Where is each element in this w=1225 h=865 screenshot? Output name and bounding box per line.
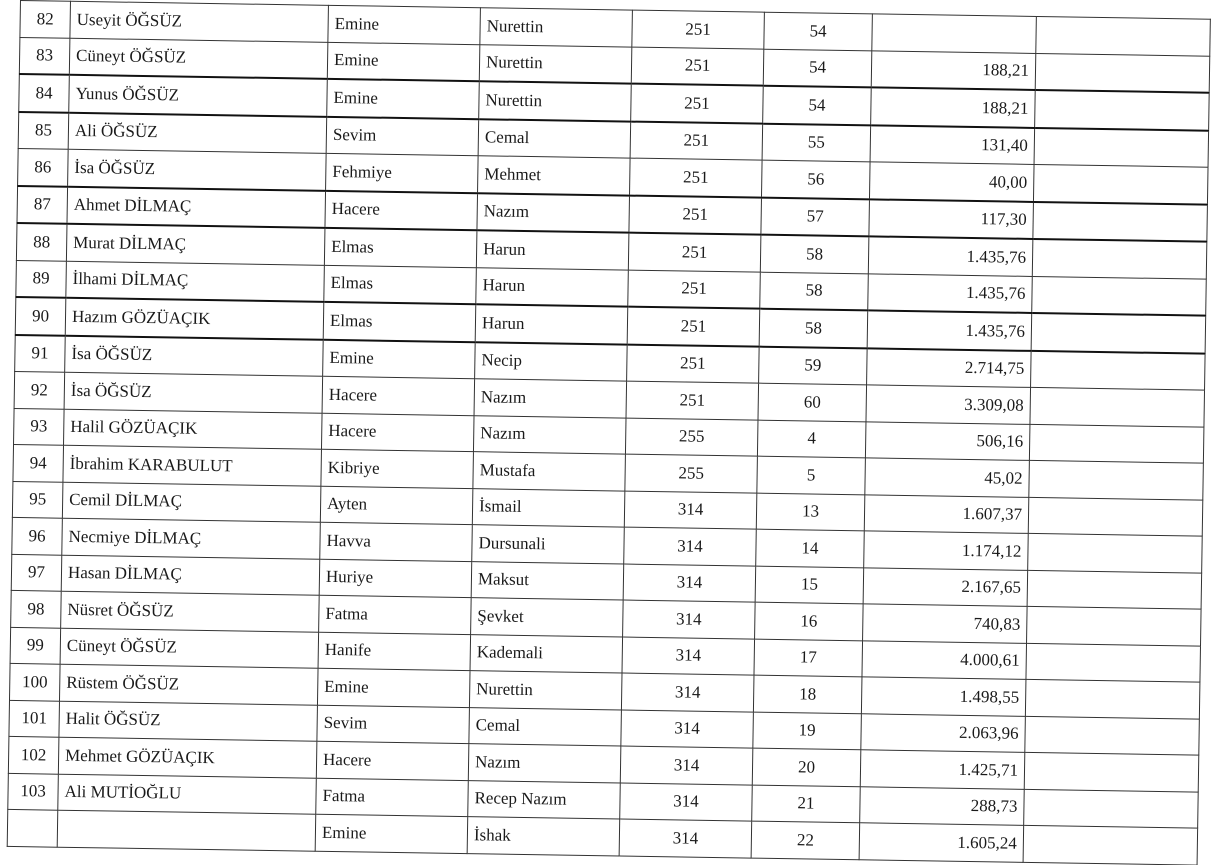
empty-cell — [1029, 460, 1204, 499]
empty-cell — [1034, 127, 1209, 167]
father-name: Nazım — [477, 193, 630, 233]
area-value: 2.167,65 — [863, 567, 1028, 606]
mother-name: Emine — [317, 668, 470, 707]
mother-name: Hanife — [318, 632, 471, 671]
father-name: Cemal — [478, 119, 631, 158]
father-name: Nazım — [468, 744, 621, 783]
row-number: 102 — [8, 736, 59, 773]
empty-cell — [1033, 201, 1208, 241]
father-name: Nurettin — [480, 8, 633, 47]
mother-name: Havva — [320, 522, 473, 561]
row-number: 84 — [19, 74, 70, 112]
father-name: Harun — [476, 230, 629, 269]
mother-name: Hacere — [321, 413, 474, 452]
block-number: 314 — [619, 819, 752, 858]
row-number: 90 — [15, 297, 66, 335]
row-number: 95 — [12, 481, 63, 518]
area-value: 40,00 — [869, 162, 1034, 202]
mother-name: Elmas — [324, 265, 477, 304]
parcel-number: 19 — [753, 712, 862, 750]
mother-name: Emine — [315, 814, 468, 853]
area-value: 131,40 — [870, 125, 1035, 165]
block-number: 314 — [623, 600, 756, 639]
person-name: İsa ÖĞSÜZ — [64, 372, 323, 413]
person-name: Cüneyt ÖĞSÜZ — [69, 38, 328, 79]
empty-cell — [1028, 533, 1203, 572]
row-number: 91 — [15, 334, 66, 372]
block-number: 314 — [620, 783, 753, 822]
area-value: 1.435,76 — [868, 236, 1033, 276]
heirs-table — [7, 0, 1211, 865]
row-number: 88 — [16, 223, 67, 261]
block-number: 251 — [626, 381, 759, 420]
empty-cell — [1029, 424, 1204, 463]
parcel-number: 56 — [761, 160, 870, 199]
parcel-number: 17 — [754, 639, 863, 677]
row-number: 92 — [14, 371, 65, 408]
person-name: İsa ÖĞSÜZ — [65, 335, 324, 376]
block-number: 314 — [621, 710, 754, 749]
row-number: 99 — [10, 627, 61, 664]
father-name: Şevket — [471, 598, 624, 637]
mother-name: Fatma — [319, 595, 472, 634]
row-number: 100 — [10, 663, 61, 700]
father-name: İshak — [467, 817, 620, 856]
row-number: 103 — [8, 773, 59, 810]
block-number: 314 — [623, 564, 756, 603]
empty-cell — [1024, 789, 1199, 828]
area-value: 1.435,76 — [867, 310, 1032, 350]
father-name: Kademali — [470, 634, 623, 673]
mother-name: Huriye — [319, 559, 472, 598]
area-value: 45,02 — [865, 458, 1030, 497]
area-value: 1.174,12 — [864, 531, 1029, 570]
person-name: İlhami DİLMAÇ — [66, 261, 325, 302]
mother-name: Ayten — [320, 486, 473, 525]
area-value: 1.425,71 — [860, 750, 1025, 789]
father-name: Maksut — [471, 561, 624, 600]
person-name: Yunus ÖĞSÜZ — [69, 75, 328, 117]
parcel-number: 58 — [759, 309, 868, 348]
empty-cell — [1032, 276, 1207, 316]
row-number: 86 — [18, 148, 69, 186]
block-number: 314 — [621, 673, 754, 712]
father-name: Nurettin — [479, 44, 632, 83]
father-name: Nurettin — [479, 81, 632, 121]
area-value: 4.000,61 — [862, 640, 1027, 679]
father-name: Necip — [475, 342, 628, 381]
person-name: İsa ÖĞSÜZ — [68, 149, 327, 190]
parcel-number: 55 — [762, 123, 871, 162]
person-name: Hazım GÖZÜAÇIK — [65, 298, 324, 340]
person-name: Ali ÖĞSÜZ — [68, 112, 327, 153]
parcel-number: 4 — [757, 420, 866, 458]
area-value: 506,16 — [865, 421, 1030, 460]
person-name: Useyit ÖĞSÜZ — [70, 1, 329, 42]
empty-cell — [1030, 387, 1205, 426]
parcel-number: 13 — [756, 493, 865, 531]
person-name: Halit ÖĞSÜZ — [59, 701, 318, 742]
area-value: 2.063,96 — [861, 713, 1026, 752]
father-name: İsmail — [472, 488, 625, 527]
person-name: Hasan DİLMAÇ — [61, 555, 320, 596]
empty-cell — [1032, 239, 1207, 279]
person-name: Ahmet DİLMAÇ — [67, 186, 326, 228]
person-name: Cemil DİLMAÇ — [62, 482, 321, 523]
area-value — [872, 14, 1037, 53]
parcel-number: 58 — [760, 272, 869, 311]
person-name: İbrahim KARABULUT — [63, 445, 322, 486]
area-value: 740,83 — [863, 604, 1028, 643]
mother-name: Hacere — [322, 376, 475, 415]
row-number: 89 — [16, 260, 67, 298]
parcel-number: 22 — [751, 821, 860, 859]
person-name: Rüstem ÖĞSÜZ — [59, 664, 318, 705]
mother-name: Fehmiye — [326, 153, 479, 192]
parcel-number: 60 — [758, 383, 867, 421]
parcel-number: 58 — [760, 235, 869, 274]
empty-cell — [1031, 350, 1206, 390]
row-number: 97 — [11, 554, 62, 591]
block-number: 251 — [627, 307, 760, 347]
father-name: Mustafa — [473, 452, 626, 491]
block-number: 251 — [628, 233, 761, 272]
row-number: 87 — [17, 185, 68, 223]
empty-cell — [1026, 643, 1201, 682]
block-number: 251 — [627, 344, 760, 383]
block-number: 314 — [620, 746, 753, 785]
person-name: Nüsret ÖĞSÜZ — [61, 591, 320, 632]
person-name: Cüneyt ÖĞSÜZ — [60, 628, 319, 669]
father-name: Harun — [475, 304, 628, 344]
father-name: Mehmet — [478, 156, 631, 195]
block-number: 251 — [632, 10, 765, 49]
father-name: Recep Nazım — [468, 780, 621, 819]
area-value: 288,73 — [860, 786, 1025, 825]
row-number: 94 — [13, 444, 64, 481]
area-value: 1.607,37 — [864, 494, 1029, 533]
area-value: 117,30 — [869, 199, 1034, 239]
parcel-number: 54 — [763, 86, 872, 125]
block-number: 251 — [631, 84, 764, 124]
block-number: 251 — [630, 121, 763, 160]
block-number: 314 — [624, 527, 757, 566]
mother-name: Sevim — [317, 705, 470, 744]
person-name: Murat DİLMAÇ — [66, 224, 325, 265]
block-number: 314 — [622, 637, 755, 676]
mother-name: Hacere — [316, 741, 469, 780]
person-name: Mehmet GÖZÜAÇIK — [58, 737, 317, 778]
parcel-number: 14 — [756, 529, 865, 567]
mother-name: Emine — [327, 79, 480, 119]
mother-name: Sevim — [326, 116, 479, 155]
father-name: Nurettin — [469, 671, 622, 710]
area-value: 1.605,24 — [859, 823, 1024, 862]
row-number: 82 — [20, 1, 71, 38]
person-name — [57, 810, 316, 851]
row-number — [7, 809, 58, 846]
row-number: 83 — [19, 37, 70, 75]
mother-name: Hacere — [325, 190, 478, 230]
person-name: Halil GÖZÜAÇIK — [64, 409, 323, 450]
parcel-number: 18 — [753, 675, 862, 713]
mother-name: Emine — [323, 339, 476, 378]
row-number: 101 — [9, 700, 60, 737]
parcel-number: 16 — [755, 602, 864, 640]
father-name: Harun — [476, 267, 629, 306]
area-value: 188,21 — [871, 87, 1036, 127]
row-number: 98 — [11, 590, 62, 627]
empty-cell — [1025, 716, 1200, 755]
empty-cell — [1028, 497, 1203, 536]
block-number: 251 — [630, 158, 763, 197]
parcel-number: 15 — [755, 566, 864, 604]
mother-name: Emine — [327, 42, 480, 81]
mother-name: Elmas — [323, 302, 476, 342]
empty-cell — [1033, 164, 1208, 204]
parcel-number: 59 — [759, 346, 868, 385]
parcel-number: 54 — [764, 12, 873, 50]
document-page — [7, 0, 1220, 865]
mother-name: Emine — [328, 5, 481, 44]
row-number: 96 — [12, 517, 63, 554]
mother-name: Fatma — [316, 778, 469, 817]
father-name: Nazım — [473, 415, 626, 454]
block-number: 314 — [624, 491, 757, 530]
empty-cell — [1024, 752, 1199, 791]
father-name: Dursunali — [472, 525, 625, 564]
empty-cell — [1025, 679, 1200, 718]
mother-name: Elmas — [324, 228, 477, 267]
parcel-number: 57 — [761, 197, 870, 236]
area-value: 1.498,55 — [861, 677, 1026, 716]
area-value: 3.309,08 — [866, 385, 1031, 424]
parcel-number: 21 — [752, 785, 861, 823]
empty-cell — [1031, 313, 1206, 353]
area-value: 2.714,75 — [867, 348, 1032, 388]
parcel-number: 54 — [763, 49, 872, 88]
empty-cell — [1027, 606, 1202, 645]
block-number: 255 — [625, 454, 758, 493]
block-number: 255 — [625, 418, 758, 457]
row-number: 85 — [18, 111, 69, 149]
block-number: 251 — [631, 47, 764, 86]
row-number: 93 — [14, 408, 65, 445]
person-name: Ali MUTİOĞLU — [58, 774, 317, 815]
empty-cell — [1035, 53, 1210, 93]
block-number: 251 — [629, 195, 762, 235]
mother-name: Kibriye — [321, 449, 474, 488]
father-name: Cemal — [469, 707, 622, 746]
empty-cell — [1023, 825, 1198, 864]
block-number: 251 — [628, 270, 761, 309]
parcel-number: 20 — [752, 748, 861, 786]
empty-cell — [1027, 570, 1202, 609]
parcel-number: 5 — [757, 456, 866, 494]
father-name: Nazım — [474, 379, 627, 418]
area-value: 188,21 — [871, 50, 1036, 90]
empty-cell — [1035, 90, 1210, 130]
empty-cell — [1036, 16, 1211, 55]
person-name: Necmiye DİLMAÇ — [62, 518, 321, 559]
area-value: 1.435,76 — [868, 273, 1033, 313]
